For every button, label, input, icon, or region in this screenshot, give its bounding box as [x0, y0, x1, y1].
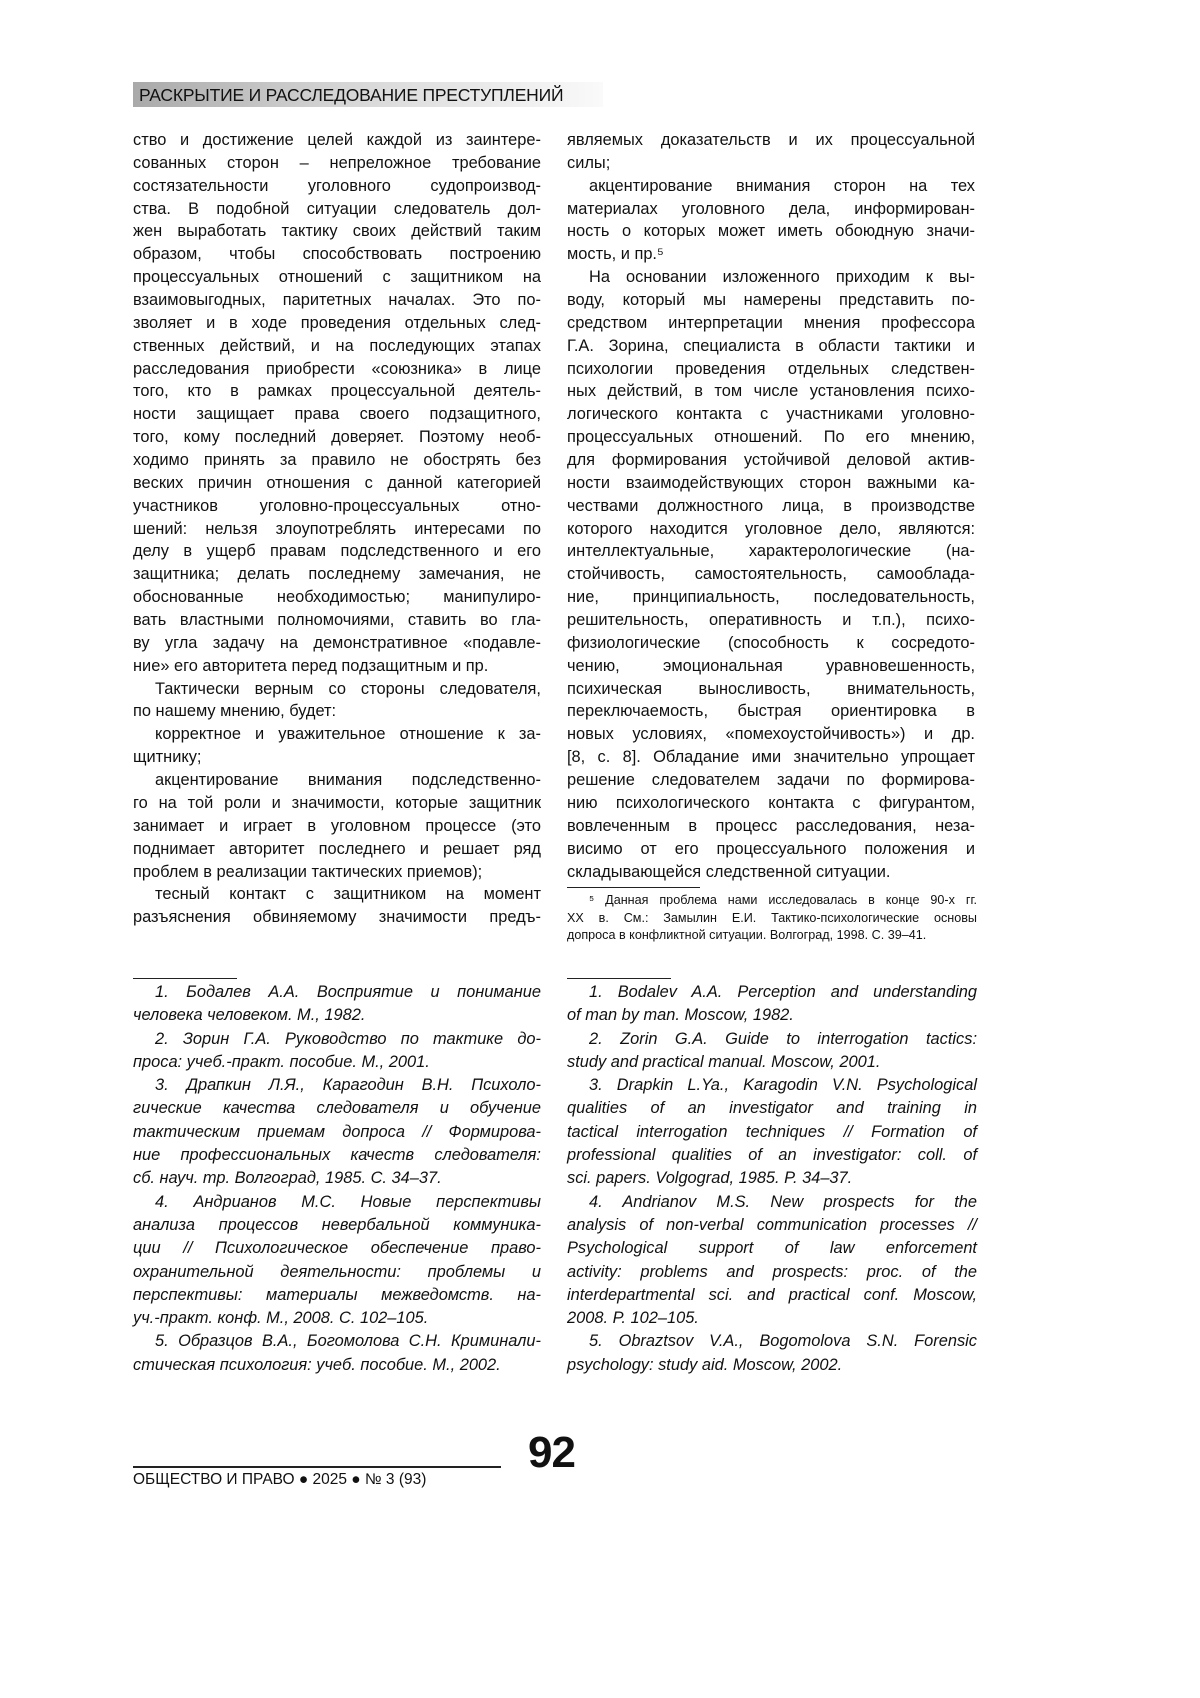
text-line: обоснованные необходимостью; манипулиро- — [133, 586, 541, 609]
text-line: analysis of non-verbal communication processes // — [567, 1214, 977, 1237]
text-line: уч.-практ. конф. М., 2008. С. 102–105. — [133, 1307, 541, 1330]
text-line: study and practical manual. Moscow, 2001. — [567, 1051, 977, 1074]
text-line: акцентирование внимания подследственно- — [133, 769, 541, 792]
text-line: шений: нельзя злоупотреблять интересами по — [133, 518, 541, 541]
text-line: гические качества следователя и обучение — [133, 1097, 541, 1120]
text-line: средством интерпретации мнения профессора — [567, 312, 975, 335]
text-line: ства. В подобной ситуации следователь дол- — [133, 198, 541, 221]
text-line: 5. Образцов В.А., Богомолова С.Н. Криминали- — [133, 1330, 541, 1353]
text-line: ственных действий, и на последующих этапах — [133, 335, 541, 358]
text-line: стойчивость, самостоятельность, самооблада- — [567, 563, 975, 586]
text-line: решительность, оперативность и т.п.), психо- — [567, 609, 975, 632]
text-line: ности защищает права своего подзащитного, — [133, 403, 541, 426]
right-column — [567, 129, 975, 883]
text-line: of man by man. Moscow, 1982. — [567, 1004, 977, 1027]
journal-info: ОБЩЕСТВО И ПРАВО ● 2025 ● № 3 (93) — [133, 1471, 426, 1489]
text-line: Psychological support of law enforcement — [567, 1237, 977, 1260]
text-line: 2008. P. 102–105. — [567, 1307, 977, 1330]
text-line: ние, принципиальность, последовательность, — [567, 586, 975, 609]
text-line: стическая психология: учеб. пособие. М., 2002. — [133, 1354, 541, 1377]
text-line: психологии проведения отдельных следствен- — [567, 358, 975, 381]
text-line: ции // Психологическое обеспечение право- — [133, 1237, 541, 1260]
text-line: проблем в реализации тактических приемов); — [133, 861, 541, 884]
text-line: человека человеком. М., 1982. — [133, 1004, 541, 1027]
text-line: являемых доказательств и их процессуальной — [567, 129, 975, 152]
text-line: нию психологического контакта с фигурантом, — [567, 792, 975, 815]
text-line: которого находится уголовное дело, являются: — [567, 518, 975, 541]
text-line: занимает и играет в уголовном процессе (это — [133, 815, 541, 838]
text-line: вовлеченным в процесс расследования, неза- — [567, 815, 975, 838]
references-ru-rule — [133, 978, 237, 979]
text-line: акцентирование внимания сторон на тех — [567, 175, 975, 198]
text-line: ность о которых может иметь обоюдную значи- — [567, 220, 975, 243]
footnote — [567, 892, 977, 945]
text-line: делу в ущерб правам подследственного и его — [133, 540, 541, 563]
references-en — [567, 981, 977, 1377]
text-line: процессуальных отношений. По его мнению, — [567, 426, 975, 449]
text-line: interdepartmental sci. and practical conf. Moscow, — [567, 1284, 977, 1307]
text-line: ву угла задачу на демонстративное «подавле- — [133, 632, 541, 655]
text-line: анализа процессов невербальной коммуника- — [133, 1214, 541, 1237]
text-line: жен выработать тактику своих действий таким — [133, 220, 541, 243]
text-line: 4. Андрианов М.С. Новые перспективы — [133, 1191, 541, 1214]
text-line: На основании изложенного приходим к вы- — [567, 266, 975, 289]
text-line: ство и достижение целей каждой из заинтере- — [133, 129, 541, 152]
section-header-bar — [133, 82, 603, 107]
text-line: интеллектуальные, характерологические (на- — [567, 540, 975, 563]
text-line: Г.А. Зорина, специалиста в области тактики и — [567, 335, 975, 358]
page-number: 92 — [528, 1428, 575, 1478]
text-line: го на той роли и значимости, которые защитник — [133, 792, 541, 815]
text-line: вать властными полномочиями, ставить во гла- — [133, 609, 541, 632]
text-line: чествами должностного лица, в производстве — [567, 495, 975, 518]
text-line: поднимает авторитет последнего и решает ряд — [133, 838, 541, 861]
text-line: ⁵ Данная проблема нами исследовалась в конце 90-х гг. — [567, 892, 977, 910]
text-line: процессуальных отношений с защитником на — [133, 266, 541, 289]
text-line: ходимо принять за правило не обострять без — [133, 449, 541, 472]
text-line: для формирования устойчивой деловой актив- — [567, 449, 975, 472]
text-line: охранительной деятельности: проблемы и — [133, 1261, 541, 1284]
text-line: зволяет и в ходе проведения отдельных след- — [133, 312, 541, 335]
text-line: 2. Зорин Г.А. Руководство по тактике до- — [133, 1028, 541, 1051]
text-line: висимо от его процессуального положения и — [567, 838, 975, 861]
text-line: activity: problems and prospects: proc. of the — [567, 1261, 977, 1284]
left-column — [133, 129, 541, 929]
text-line: 3. Drapkin L.Ya., Karagodin V.N. Psychological — [567, 1074, 977, 1097]
text-line: защитника; делать последнему замечания, не — [133, 563, 541, 586]
text-line: материалах уголовного дела, информирован- — [567, 198, 975, 221]
text-line: щитнику; — [133, 746, 541, 769]
text-line: новых условиях, «помехоустойчивость») и др. — [567, 723, 975, 746]
text-line: sci. papers. Volgograd, 1985. P. 34–37. — [567, 1167, 977, 1190]
text-line: переключаемость, быстрая ориентировка в — [567, 700, 975, 723]
text-line: решение следователем задачи по формирова- — [567, 769, 975, 792]
text-line: физиологические (способность к сосредото- — [567, 632, 975, 655]
text-line: тактическим приемам допроса // Формирова- — [133, 1121, 541, 1144]
text-line: логического контакта с участниками уголовно- — [567, 403, 975, 426]
footnote-rule — [567, 887, 700, 888]
text-line: мость, и пр.⁵ — [567, 243, 975, 266]
text-line: 1. Bodalev A.A. Perception and understanding — [567, 981, 977, 1004]
text-line: professional qualities of an investigator: coll. of — [567, 1144, 977, 1167]
text-line: qualities of an investigator and training in — [567, 1097, 977, 1120]
references-en-rule — [567, 978, 671, 979]
text-line: перспективы: материалы межведомств. на- — [133, 1284, 541, 1307]
text-line: веских причин отношения с данной категорией — [133, 472, 541, 495]
text-line: состязательности уголовного судопроизвод- — [133, 175, 541, 198]
text-line: допроса в конфликтной ситуации. Волгоград, 1998. С. 39–41. — [567, 927, 977, 945]
text-line: психическая выносливость, внимательность, — [567, 678, 975, 701]
references-ru — [133, 981, 541, 1377]
text-line: ных действий, в том числе установления психо- — [567, 380, 975, 403]
text-line: XX в. См.: Замылин Е.И. Тактико-психологические основы — [567, 910, 977, 928]
text-line: воду, который мы намерены представить по- — [567, 289, 975, 312]
text-line: 2. Zorin G.A. Guide to interrogation tactics: — [567, 1028, 977, 1051]
text-line: 3. Драпкин Л.Я., Карагодин В.Н. Психоло- — [133, 1074, 541, 1097]
text-line: участников уголовно-процессуальных отно- — [133, 495, 541, 518]
text-line: ние» его авторитета перед подзащитным и пр. — [133, 655, 541, 678]
text-line: взаимовыгодных, паритетных началах. Это по- — [133, 289, 541, 312]
text-line: по нашему мнению, будет: — [133, 700, 541, 723]
text-line: того, кому последний доверяет. Поэтому необ- — [133, 426, 541, 449]
text-line: тесный контакт с защитником на момент — [133, 883, 541, 906]
text-line: того, кто в рамках процессуальной деятель- — [133, 380, 541, 403]
text-line: силы; — [567, 152, 975, 175]
text-line: сованных сторон – непреложное требование — [133, 152, 541, 175]
text-line: проса: учеб.-практ. пособие. М., 2001. — [133, 1051, 541, 1074]
text-line: Тактически верным со стороны следователя, — [133, 678, 541, 701]
text-line: [8, с. 8]. Обладание ими значительно упрощает — [567, 746, 975, 769]
text-line: tactical interrogation techniques // Formation of — [567, 1121, 977, 1144]
text-line: 1. Бодалев А.А. Восприятие и понимание — [133, 981, 541, 1004]
text-line: расследования приобрести «союзника» в лице — [133, 358, 541, 381]
text-line: складывающейся следственной ситуации. — [567, 861, 975, 884]
text-line: ние профессиональных качеств следователя: — [133, 1144, 541, 1167]
text-line: корректное и уважительное отношение к за- — [133, 723, 541, 746]
text-line: образом, чтобы способствовать построению — [133, 243, 541, 266]
text-line: ности взаимодействующих сторон важными ка- — [567, 472, 975, 495]
section-title: РАСКРЫТИЕ И РАССЛЕДОВАНИЕ ПРЕСТУПЛЕНИЙ — [139, 85, 563, 106]
text-line: psychology: study aid. Moscow, 2002. — [567, 1354, 977, 1377]
text-line: 4. Andrianov M.S. New prospects for the — [567, 1191, 977, 1214]
text-line: чению, эмоциональная уравновешенность, — [567, 655, 975, 678]
footer-rule — [133, 1466, 501, 1468]
text-line: 5. Obraztsov V.A., Bogomolova S.N. Forensic — [567, 1330, 977, 1353]
text-line: разъяснения обвиняемому значимости предъ- — [133, 906, 541, 929]
text-line: сб. науч. тр. Волгоград, 1985. С. 34–37. — [133, 1167, 541, 1190]
